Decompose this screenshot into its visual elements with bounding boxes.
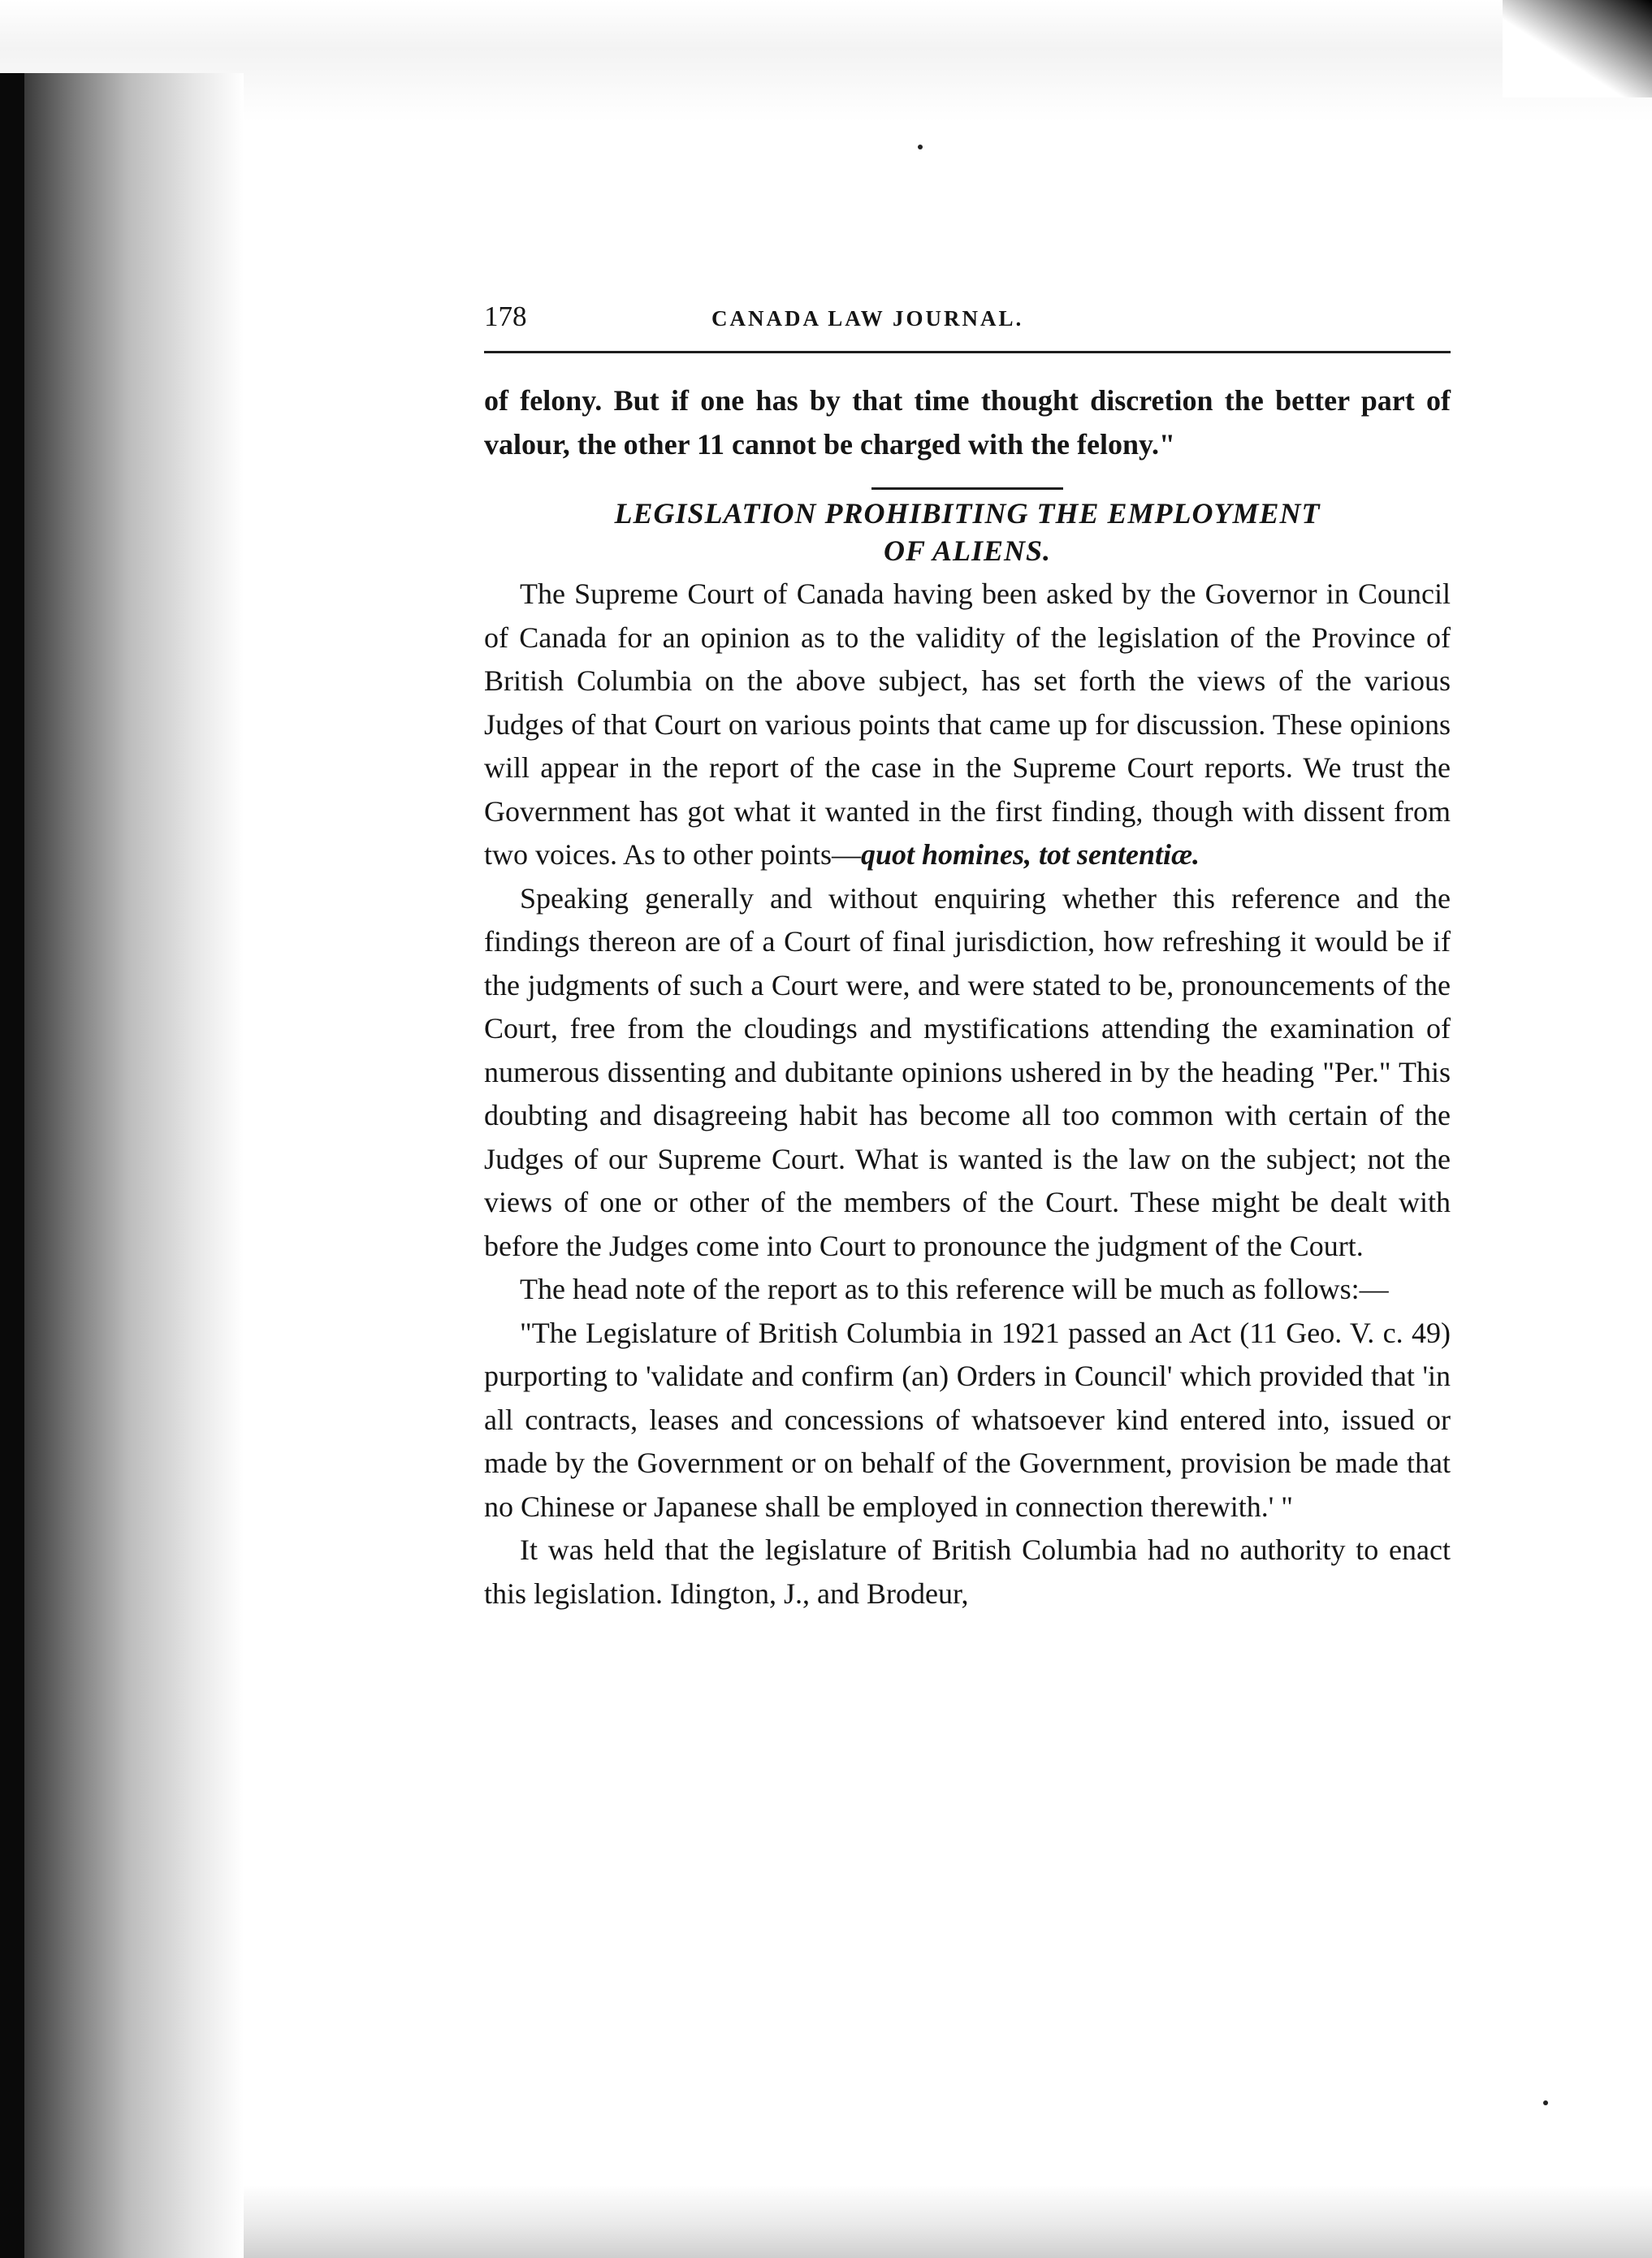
scan-corner-shadow bbox=[1503, 0, 1652, 97]
paragraph-head-note-intro: The head note of the report as to this reference will be much as follows:— bbox=[520, 1273, 1389, 1305]
scan-top-shadow bbox=[0, 0, 1652, 122]
section-title bbox=[484, 495, 1451, 569]
page-number: 178 bbox=[484, 301, 527, 332]
paragraph-opinion-request bbox=[484, 573, 1451, 877]
scan-speck bbox=[1543, 2100, 1548, 2105]
journal-page bbox=[484, 301, 1451, 1616]
page-header bbox=[484, 301, 1451, 353]
book-spine-shadow bbox=[0, 73, 244, 2258]
section-divider bbox=[871, 487, 1063, 490]
paragraph-commentary: Speaking generally and without enquiring whether this reference and the findings thereon are of a Court of final jurisdiction, how refreshing it would be if the judgments of such a Court were, and were stated to be, pronouncements of the Court, free from the cloudings and mystifications attending the examination of numerous dissenting and dubitante opinions ushered in by the heading "Per." This doubting and disagreeing habit has become all too common with certain of the Judges of our Supreme Court. What is wanted is the law on the subject; not the views of one or other of the members of the Court. These might be dealt with before the Judges come into Court to pronounce the judgment of the Court. bbox=[484, 881, 1451, 1262]
continued-paragraph: of felony. But if one has by that time thought discretion the better part of valour, the other 11 cannot be charged with the felony." bbox=[484, 384, 1451, 461]
scan-bottom-shadow bbox=[244, 2185, 1652, 2258]
paragraph-opinion-request-text: The Supreme Court of Canada having been asked by the Governor in Council of Canada for an opinion as to the validity of the legislation of the Province of British Columbia on the above subject, has set forth the views of the various Judges of that Court on various points that came up for discussion. These opinions will appear in the report of the case in the Supreme Court reports. We trust the Government has got what it wanted in the first finding, though with dissent from two voices. As to other points— bbox=[484, 577, 1451, 871]
paragraph-holding: It was held that the legislature of British Columbia had no authority to enact this legislation. Idington, J., and Brodeur, bbox=[484, 1533, 1451, 1610]
scan-speck bbox=[918, 145, 923, 149]
paragraph-head-note-quote: "The Legislature of British Columbia in 1921 passed an Act (11 Geo. V. c. 49) purporting to 'validate and confirm (an) Orders in Council' which provided that 'in all contracts, leases and concessions of whatsoever kind entered into, issued or made by the Government or on behalf of the Government, provision be made that no Chinese or Japanese shall be employed in connection therewith.' " bbox=[484, 1316, 1451, 1523]
section-title-line-1: LEGISLATION PROHIBITING THE EMPLOYMENT bbox=[614, 497, 1321, 530]
latin-phrase: quot homines, tot sententiæ. bbox=[860, 838, 1200, 871]
section-title-line-2: OF ALIENS. bbox=[883, 534, 1052, 567]
running-head: CANADA LAW JOURNAL. bbox=[711, 306, 1024, 331]
book-edge bbox=[0, 73, 24, 2258]
